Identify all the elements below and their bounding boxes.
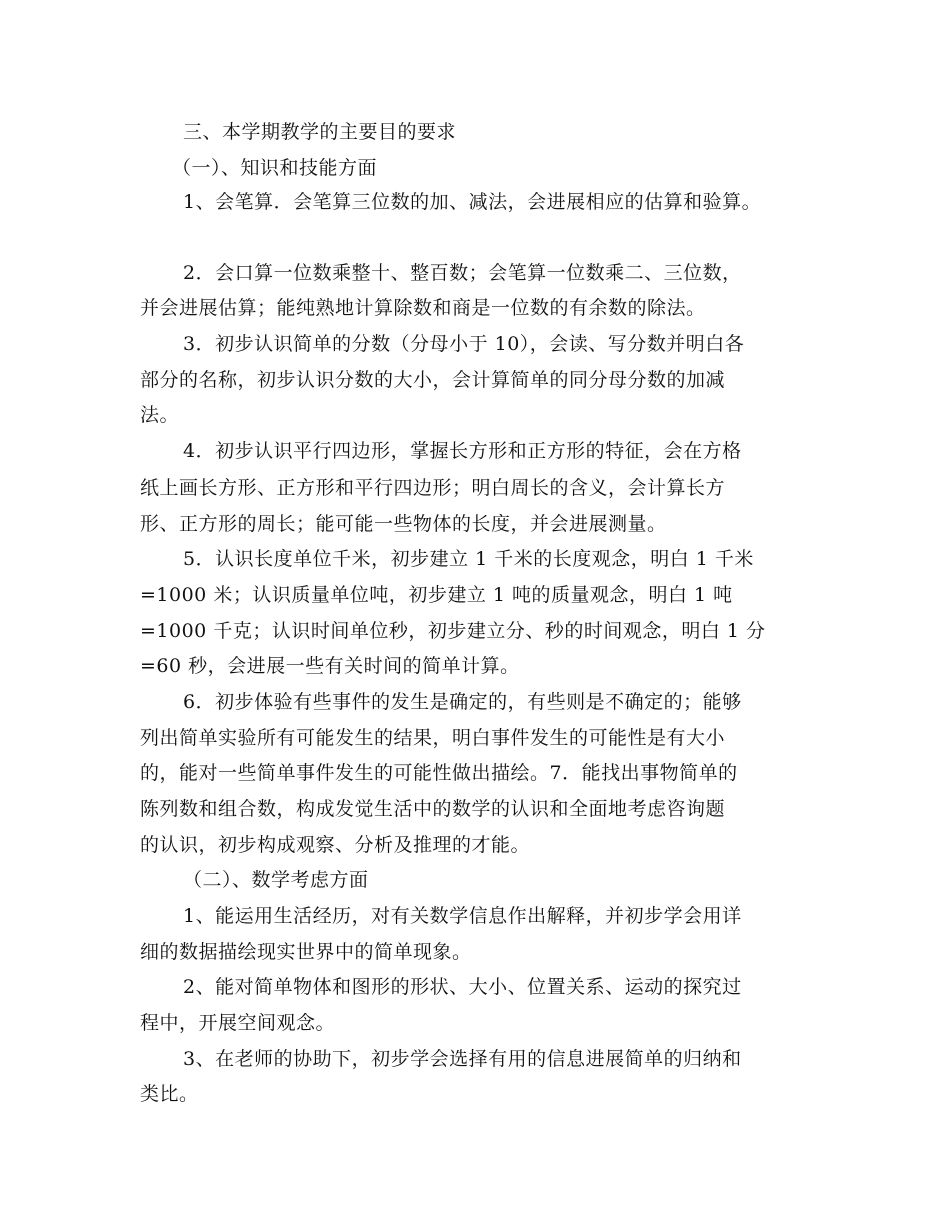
text-line: 2．会口算一位数乘整十、整百数；会笔算一位数乘二、三位数， [183, 262, 742, 284]
text-line: 纸上画长方形、正方形和平行四边形；明白周长的含义，会计算长方 [140, 477, 726, 499]
text-line: 细的数据描绘现实世界中的简单现象。 [140, 941, 472, 963]
text-line: 法。 [140, 404, 180, 426]
text-line: =1000 米；认识质量单位吨，初步建立 1 吨的质量观念，明白 1 吨 [140, 584, 733, 606]
text-line: 并会进展估算；能纯熟地计算除数和商是一位数的有余数的除法。 [140, 297, 706, 319]
text-line: 列出简单实验所有可能发生的结果，明白事件发生的可能性是有大小 [140, 727, 726, 749]
text-line: 6．初步体验有些事件的发生是确定的，有些则是不确定的；能够 [183, 691, 742, 713]
text-line: 1、能运用生活经历，对有关数学信息作出解释，并初步学会用详 [183, 905, 742, 927]
text-line: 2、能对简单物体和图形的形状、大小、位置关系、运动的探究过 [183, 976, 742, 998]
text-line: 部分的名称，初步认识分数的大小，会计算简单的同分母分数的加减 [140, 369, 726, 391]
text-line: 的认识，初步构成观察、分析及推理的才能。 [140, 834, 531, 856]
text-line: 类比。 [140, 1083, 199, 1105]
text-line: =1000 千克；认识时间单位秒，初步建立分、秒的时间观念，明白 1 分 [140, 620, 766, 642]
text-line: 3、在老师的协助下，初步学会选择有用的信息进展简单的归纳和 [183, 1048, 742, 1070]
text-line: =60 秒，会进展一些有关时间的简单计算。 [140, 655, 520, 677]
section-heading: 三、本学期教学的主要目的要求 [183, 121, 457, 143]
text-line: 的，能对一些简单事件发生的可能性做出描绘。7．能找出事物简单的 [140, 762, 738, 784]
subsection-heading: （一）、知识和技能方面 [172, 157, 378, 179]
text-line: 形、正方形的周长；能可能一些物体的长度，并会进展测量。 [140, 513, 667, 535]
subsection-heading: （二）、数学考虑方面 [183, 869, 369, 891]
text-line: 5．认识长度单位千米，初步建立 1 千米的长度观念，明白 1 千米 [183, 548, 754, 570]
text-line: 陈列数和组合数，构成发觉生活中的数学的认识和全面地考虑咨询题 [140, 798, 726, 820]
text-line: 程中，开展空间观念。 [140, 1012, 336, 1034]
text-line: 1、会笔算．会笔算三位数的加、减法，会进展相应的估算和验算。 [183, 191, 762, 213]
text-line: 3．初步认识简单的分数（分母小于 10），会读、写分数并明白各 [183, 333, 745, 355]
text-line: 4．初步认识平行四边形，掌握长方形和正方形的特征，会在方格 [183, 440, 742, 462]
